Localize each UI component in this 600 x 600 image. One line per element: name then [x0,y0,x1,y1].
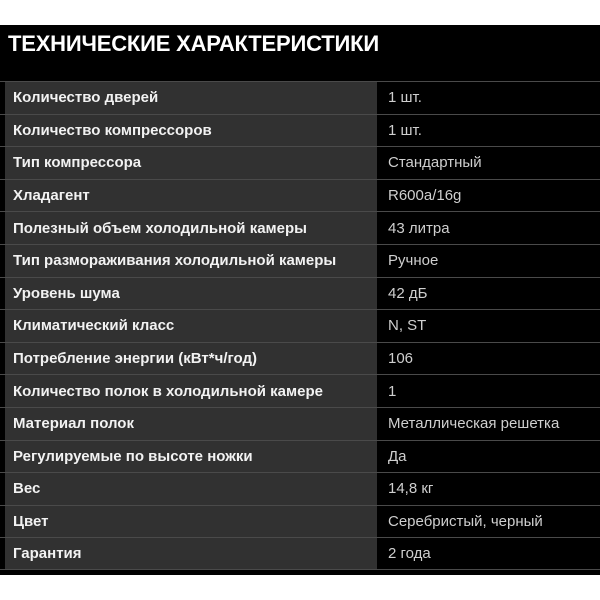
spec-value: 106 [380,343,595,375]
spec-label: Тип компрессора [5,147,377,179]
spec-value: Металлическая решетка [380,408,595,440]
table-row [0,244,600,277]
spec-label: Хладагент [5,180,377,212]
spec-label: Количество полок в холодильной камере [5,375,377,407]
table-row [0,505,600,538]
spec-label: Гарантия [5,538,377,569]
spec-value: Да [380,441,595,473]
table-row [0,179,600,212]
table-row [0,407,600,440]
spec-value: 42 дБ [380,278,595,310]
page-title: ТЕХНИЧЕСКИЕ ХАРАКТЕРИСТИКИ [0,25,600,77]
spec-label: Вес [5,473,377,505]
spec-value: R600a/16g [380,180,595,212]
spec-value: 1 [380,375,595,407]
table-row [0,81,600,114]
table-row [0,440,600,473]
table-row [0,211,600,244]
table-row [0,374,600,407]
table-row [0,114,600,147]
table-row [0,342,600,375]
spec-value: Стандартный [380,147,595,179]
spec-value: 2 года [380,538,595,569]
spec-label: Регулируемые по высоте ножки [5,441,377,473]
spec-label: Тип размораживания холодильной камеры [5,245,377,277]
table-row [0,277,600,310]
spec-value: Ручное [380,245,595,277]
spec-label: Потребление энергии (кВт*ч/год) [5,343,377,375]
spec-value: 1 шт. [380,82,595,114]
table-row [0,146,600,179]
spec-label: Уровень шума [5,278,377,310]
spec-value: Серебристый, черный [380,506,595,538]
spec-value: 1 шт. [380,115,595,147]
spec-label: Количество дверей [5,82,377,114]
spec-value: N, ST [380,310,595,342]
spec-value: 14,8 кг [380,473,595,505]
spec-value: 43 литра [380,212,595,244]
spec-label: Климатический класс [5,310,377,342]
table-row [0,309,600,342]
spec-label: Цвет [5,506,377,538]
spec-label: Количество компрессоров [5,115,377,147]
table-row [0,537,600,570]
spec-label: Материал полок [5,408,377,440]
spec-label: Полезный объем холодильной камеры [5,212,377,244]
specs-table [0,77,600,575]
table-row [0,472,600,505]
